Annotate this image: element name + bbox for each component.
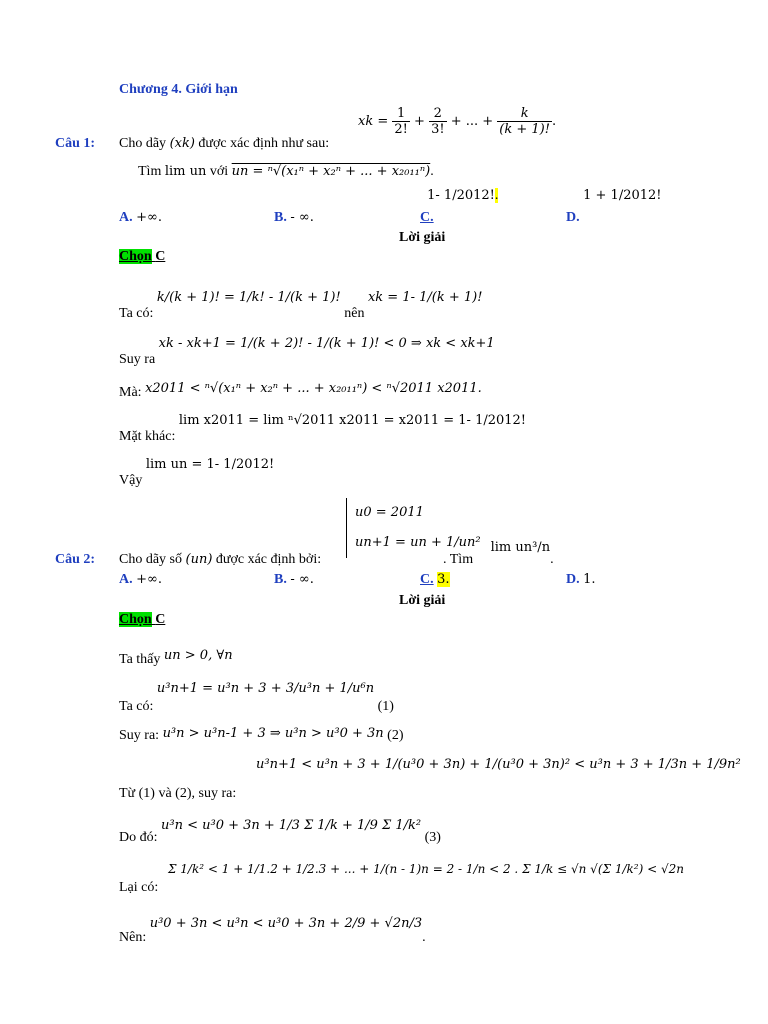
- q1-line-4: Mặt khác: lim x2011 = lim ⁿ√2011 x2011 = x2011 = 1- 1/2012!: [119, 413, 527, 444]
- q1-line-5: Vậy lim un = 1- 1/2012!: [119, 457, 275, 488]
- q1-find-text: Tìm: [138, 164, 162, 179]
- q1-line-3: Mà: x2011 < ⁿ√(x₁ⁿ + x₂ⁿ + ... + x₂₀₁₁ⁿ) < ⁿ√2011 x2011.: [119, 381, 482, 400]
- q1-lim: lim un: [164, 164, 207, 179]
- chapter-title: Chương 4. Giới hạn: [119, 82, 238, 97]
- q2-option-a: A. +∞.: [119, 572, 162, 587]
- q1-seq: (xk): [169, 136, 195, 151]
- q2-find: . Tìm lim un³/n.: [443, 540, 554, 567]
- q1-find: Tìm lim un với un = ⁿ√(x₁ⁿ + x₂ⁿ + ... + x₂₀₁₁ⁿ).: [138, 164, 434, 179]
- q1-label: Câu 1:: [55, 136, 96, 151]
- q2-label: Câu 2:: [55, 552, 96, 567]
- q1-choice: Chọn C: [119, 249, 166, 264]
- q2-line-3: Suy ra: u³n > u³n-1 + 3 ⇒ u³n > u³0 + 3n (2): [119, 726, 404, 743]
- q1-formula: xk = $\frac{1}{2!}$ + $\frac{2}{3!}$ + ... + $\frac{k}{(k + 1)!}$ .: [358, 106, 557, 137]
- q1-line-1: Ta có: k/(k + 1)! = 1/k! - 1/(k + 1)! nên xk = 1- 1/(k + 1)!: [119, 290, 483, 321]
- q1-un-formula: un = ⁿ√(x₁ⁿ + x₂ⁿ + ... + x₂₀₁₁ⁿ): [231, 164, 431, 179]
- q2-line-5: Do đó: u³n < u³0 + 3n + 1/3 Σ 1/k + 1/9 Σ 1/k² (3): [119, 818, 441, 845]
- q1-frac-3: $\frac{k}{(k + 1)!}$: [499, 106, 550, 137]
- q1-frac-1: $\frac{1}{2!}$: [394, 106, 408, 137]
- q2-line-4-expr: u³n+1 < u³n + 3 + 1/(u³0 + 3n) + 1/(u³0 + 3n)² < u³n + 3 + 1/3n + 1/9n²: [256, 757, 741, 772]
- q2-line-4: Từ (1) và (2), suy ra:: [119, 786, 237, 801]
- q1-defined-text: được xác định như sau:: [198, 136, 330, 151]
- q1-frac-2: $\frac{2}{3!}$: [431, 106, 445, 137]
- q1-intro-text: Cho dãy: [119, 136, 167, 151]
- q2-solution-heading: Lời giải: [399, 593, 446, 608]
- q1-option-d: D. 1 + 1/2012!: [566, 188, 662, 225]
- q1-solution-heading: Lời giải: [399, 230, 446, 245]
- q2-option-c: C. 3.: [420, 572, 450, 587]
- q2-line-7: Nên: u³0 + 3n < u³n < u³0 + 3n + 2/9 + √2n/3.: [119, 916, 426, 945]
- q2-choice: Chọn C: [119, 612, 166, 627]
- q1-option-c: C. 1- 1/2012!.: [420, 188, 499, 225]
- q1-intro: [119, 136, 329, 152]
- q1-option-b: B. - ∞.: [274, 210, 314, 225]
- q1-option-a: A. +∞.: [119, 210, 162, 225]
- q2-line-6: Lại có:: [119, 880, 159, 895]
- q2-option-b: B. - ∞.: [274, 572, 314, 587]
- q2-line-6-expr: Σ 1/k² < 1 + 1/1.2 + 1/2.3 + ... + 1/(n - 1)n = 2 - 1/n < 2 . Σ 1/k ≤ √n √(Σ 1/k²) < √2n: [168, 862, 684, 876]
- q1-line-2: Suy ra xk - xk+1 = 1/(k + 2)! - 1/(k + 1)! < 0 ⇒ xk < xk+1: [119, 336, 495, 367]
- q2-option-d: D. 1.: [566, 572, 596, 587]
- q1-formula-lhs: xk =: [358, 114, 389, 129]
- q1-with-text: với: [209, 164, 229, 179]
- q2-line-2: Ta có: u³n+1 = u³n + 3 + 3/u³n + 1/u⁶n (1): [119, 681, 394, 714]
- q2-intro: Cho dãy số (un) được xác định bởi:: [119, 552, 322, 567]
- q2-system: u0 = 2011 un+1 = un + 1/un²: [346, 498, 481, 558]
- q2-line-1: Ta thấy un > 0, ∀n: [119, 648, 233, 667]
